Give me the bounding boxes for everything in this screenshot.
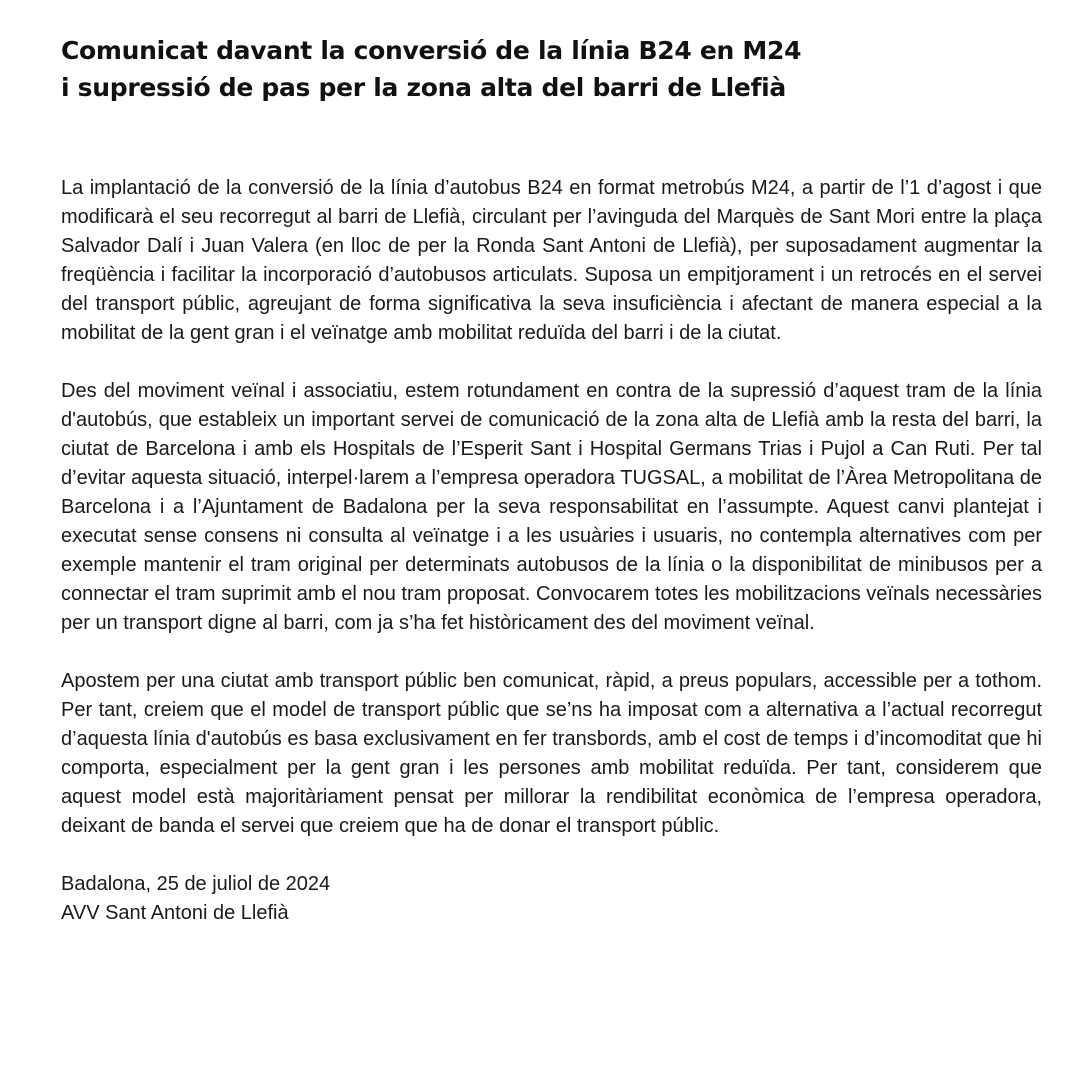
paragraph-2: Des del moviment veïnal i associatiu, estem rotundament en contra de la supressió d’aquest tram de la línia d'autobús, que estableix un important servei de comunicació de la zona alta de Llefià amb la resta del barri, la ciutat de Barcelona i amb els Hospitals de l’Esperit Sant i Hospital Germans Trias i Pujol a Can Ruti. Per tal d’evitar aquesta situació, interpel·larem a l’empresa operadora TUGSAL, a mobilitat de l’Àrea Metropolitana de Barcelona i a l’Ajuntament de Badalona per la seva responsabilitat en l’assumpte. Aquest canvi plantejat i executat sense consens ni consulta al veïnatge i a les usuàries i usuaris, no contempla alternatives com per exemple mantenir el tram original per determinats autobusos de la línia o la disponibilitat de minibusos per a connectar el tram suprimit amb el nou tram proposat. Convocarem totes les mobilitzacions veïnals necessàries per un transport digne al barri, com ja s’ha fet històricament des del moviment veïnal.: [61, 380, 1042, 634]
document-title: [61, 32, 1042, 106]
paragraph-3: Apostem per una ciutat amb transport públic ben comunicat, ràpid, a preus populars, accessible per a tothom. Per tant, creiem que el model de transport públic que se’ns ha imposat com a alternativa a l’actual recorregut d’aquesta línia d'autobús es basa exclusivament en fer transbords, amb el cost de temps i d’incomoditat que hi comporta, especialment per la gent gran i les persones amb mobilitat reduïda. Per tant, considerem que aquest model està majoritàriament pensat per millorar la rendibilitat econòmica de l’empresa operadora, deixant de banda el servei que creiem que ha de donar el transport públic.: [61, 670, 1042, 837]
signature-block: [61, 870, 1042, 928]
document-body: [61, 174, 1042, 928]
signature-place-date: Badalona, 25 de juliol de 2024: [61, 873, 331, 895]
communique-page: [61, 32, 1042, 928]
paragraph-1: La implantació de la conversió de la línia d’autobus B24 en format metrobús M24, a partir de l’1 d’agost i que modificarà el seu recorregut al barri de Llefià, circulant per l’avinguda del Marquès de Sant Mori entre la plaça Salvador Dalí i Juan Valera (en lloc de per la Ronda Sant Antoni de Llefià), per suposadament augmentar la freqüència i facilitar la incorporació d’autobusos articulats. Suposa un empitjorament i un retrocés en el servei del transport públic, agreujant de forma significativa la seva insuficiència i afectant de manera especial a la mobilitat de la gent gran i el veïnatge amb mobilitat reduïda del barri i de la ciutat.: [61, 177, 1042, 344]
signature-author: AVV Sant Antoni de Llefià: [61, 902, 289, 924]
title-line-1: Comunicat davant la conversió de la línia B24 en M24: [61, 36, 802, 65]
title-line-2: i supressió de pas per la zona alta del barri de Llefià: [61, 73, 786, 102]
